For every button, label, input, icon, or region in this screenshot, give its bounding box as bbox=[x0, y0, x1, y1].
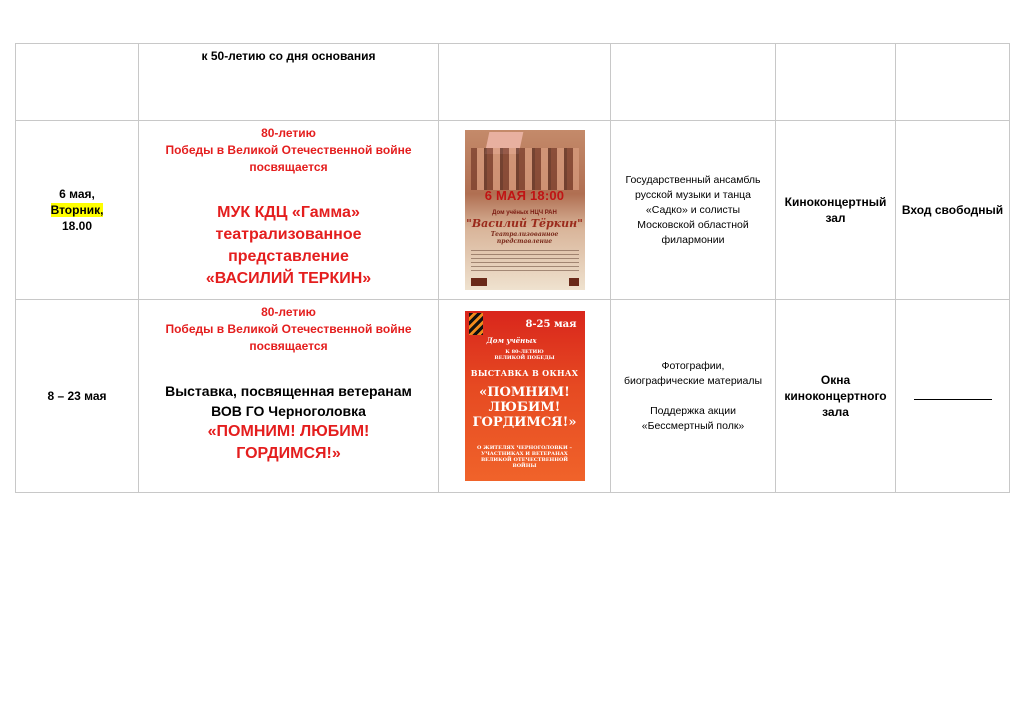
poster-subtitle-line: К 80-ЛЕТИЮ bbox=[505, 349, 544, 355]
venue-line: киноконцертного bbox=[784, 389, 887, 403]
event-type: театрализованное bbox=[215, 226, 362, 243]
event-type: представление bbox=[228, 248, 349, 265]
poster-footer-line: ВЕЛИКОЙ ОТЕЧЕСТВЕННОЙ ВОЙНЫ bbox=[480, 457, 569, 469]
event-cell bbox=[139, 300, 439, 493]
poster-main-line: «ПОМНИМ! bbox=[479, 385, 570, 400]
materials-cell bbox=[611, 300, 776, 493]
table-row bbox=[16, 300, 1010, 493]
venue-line: Киноконцертный bbox=[784, 195, 887, 209]
date-cell bbox=[16, 300, 139, 493]
poster-cell bbox=[439, 300, 611, 493]
dedication-line: посвящается bbox=[249, 339, 328, 353]
dedication-line: 80-летию bbox=[261, 305, 316, 319]
poster-footer bbox=[471, 445, 579, 469]
logo-icon bbox=[569, 278, 579, 286]
st-george-ribbon-icon bbox=[469, 313, 483, 335]
materials-line: Фотографии, bbox=[661, 359, 725, 372]
event-cell bbox=[139, 121, 439, 300]
poster-date: 8-25 мая bbox=[525, 319, 577, 330]
poster-main-title bbox=[465, 385, 585, 430]
table-row bbox=[16, 121, 1010, 300]
date-time: 18.00 bbox=[61, 219, 93, 233]
exhibit-description bbox=[143, 381, 434, 421]
poster-footer-line: УЧАСТНИКАХ И ВЕТЕРАНАХ bbox=[481, 451, 568, 457]
dedication-line: посвящается bbox=[249, 160, 328, 174]
participants-cell bbox=[611, 44, 776, 121]
dedication bbox=[143, 125, 434, 176]
poster-main-line: ГОРДИМСЯ!» bbox=[472, 415, 577, 430]
exhibit-title-line: «ПОМНИМ! ЛЮБИМ! bbox=[207, 423, 370, 440]
event-title: «ВАСИЛИЙ ТЕРКИН» bbox=[205, 270, 372, 287]
logo-icon bbox=[471, 278, 487, 286]
poster-main-line: ЛЮБИМ! bbox=[488, 400, 561, 415]
poster-cell bbox=[439, 121, 611, 300]
venue-cell bbox=[776, 44, 896, 121]
price-cell bbox=[896, 121, 1010, 300]
venue-line: зал bbox=[825, 211, 846, 225]
venue-line: зала bbox=[822, 405, 849, 419]
materials-line: Поддержка акции bbox=[650, 404, 736, 417]
performers-image bbox=[471, 148, 579, 190]
participants-line: Московской областной bbox=[637, 218, 749, 231]
date-weekday: Вторник, bbox=[50, 203, 104, 217]
participants-line: «Садко» и солисты bbox=[645, 203, 741, 216]
date-day: 6 мая, bbox=[59, 187, 95, 201]
poster-subtitle-line: ВЕЛИКОЙ ПОБЕДЫ bbox=[494, 355, 555, 361]
participants-line: Государственный ансамбль bbox=[625, 173, 761, 186]
event-text: к 50-летию со дня основания bbox=[201, 49, 376, 63]
venue-line: Окна bbox=[820, 373, 851, 387]
date-range: 8 – 23 мая bbox=[47, 389, 107, 403]
poster-date: 6 МАЯ 18:00 bbox=[484, 188, 565, 203]
participants-line: русской музыки и танца bbox=[635, 188, 751, 201]
poster-logo: Дом учёных bbox=[486, 336, 537, 345]
price-text: Вход свободный bbox=[901, 203, 1004, 217]
price-cell bbox=[896, 44, 1010, 121]
date-cell bbox=[16, 44, 139, 121]
blank-line bbox=[914, 389, 992, 400]
poster-exhibit: ВЫСТАВКА В ОКНАХ bbox=[470, 368, 579, 378]
poster-genre: Театрализованное представление bbox=[490, 231, 559, 245]
poster-footer-line: О ЖИТЕЛЯХ ЧЕРНОГОЛОВКИ – bbox=[477, 445, 572, 451]
poster-pomnim-lyubim bbox=[465, 311, 585, 481]
dedication-line: Победы в Великой Отечественной войне bbox=[165, 322, 412, 336]
venue-cell bbox=[776, 300, 896, 493]
event-cell bbox=[139, 44, 439, 121]
exhibit-line: ВОВ ГО Черноголовка bbox=[211, 403, 366, 419]
participants-cell bbox=[611, 121, 776, 300]
table-row bbox=[16, 44, 1010, 121]
poster-title: "Василий Тёркин" bbox=[466, 217, 583, 230]
exhibit-line: Выставка, посвященная ветеранам bbox=[165, 383, 412, 399]
poster-cell bbox=[439, 44, 611, 121]
poster-venue: Дом учёных НЦЧ РАН bbox=[492, 210, 557, 216]
poster-vasily-terkin bbox=[465, 130, 585, 290]
events-table bbox=[15, 43, 1010, 493]
dedication bbox=[143, 304, 434, 355]
exhibit-title bbox=[143, 421, 434, 465]
exhibit-title-line: ГОРДИМСЯ!» bbox=[236, 445, 341, 462]
organizer: МУК КДЦ «Гамма» bbox=[217, 204, 360, 221]
event-title-block bbox=[143, 202, 434, 290]
price-cell bbox=[896, 300, 1010, 493]
venue-cell bbox=[776, 121, 896, 300]
participants-line: филармонии bbox=[661, 233, 725, 246]
materials-line: «Бессмертный полк» bbox=[641, 419, 745, 432]
materials-line: биографические материалы bbox=[623, 374, 763, 387]
dedication-line: 80-летию bbox=[261, 126, 316, 140]
dedication-line: Победы в Великой Отечественной войне bbox=[165, 143, 412, 157]
poster-fine-print bbox=[471, 250, 579, 274]
date-cell bbox=[16, 121, 139, 300]
poster-subtitle bbox=[465, 349, 585, 361]
